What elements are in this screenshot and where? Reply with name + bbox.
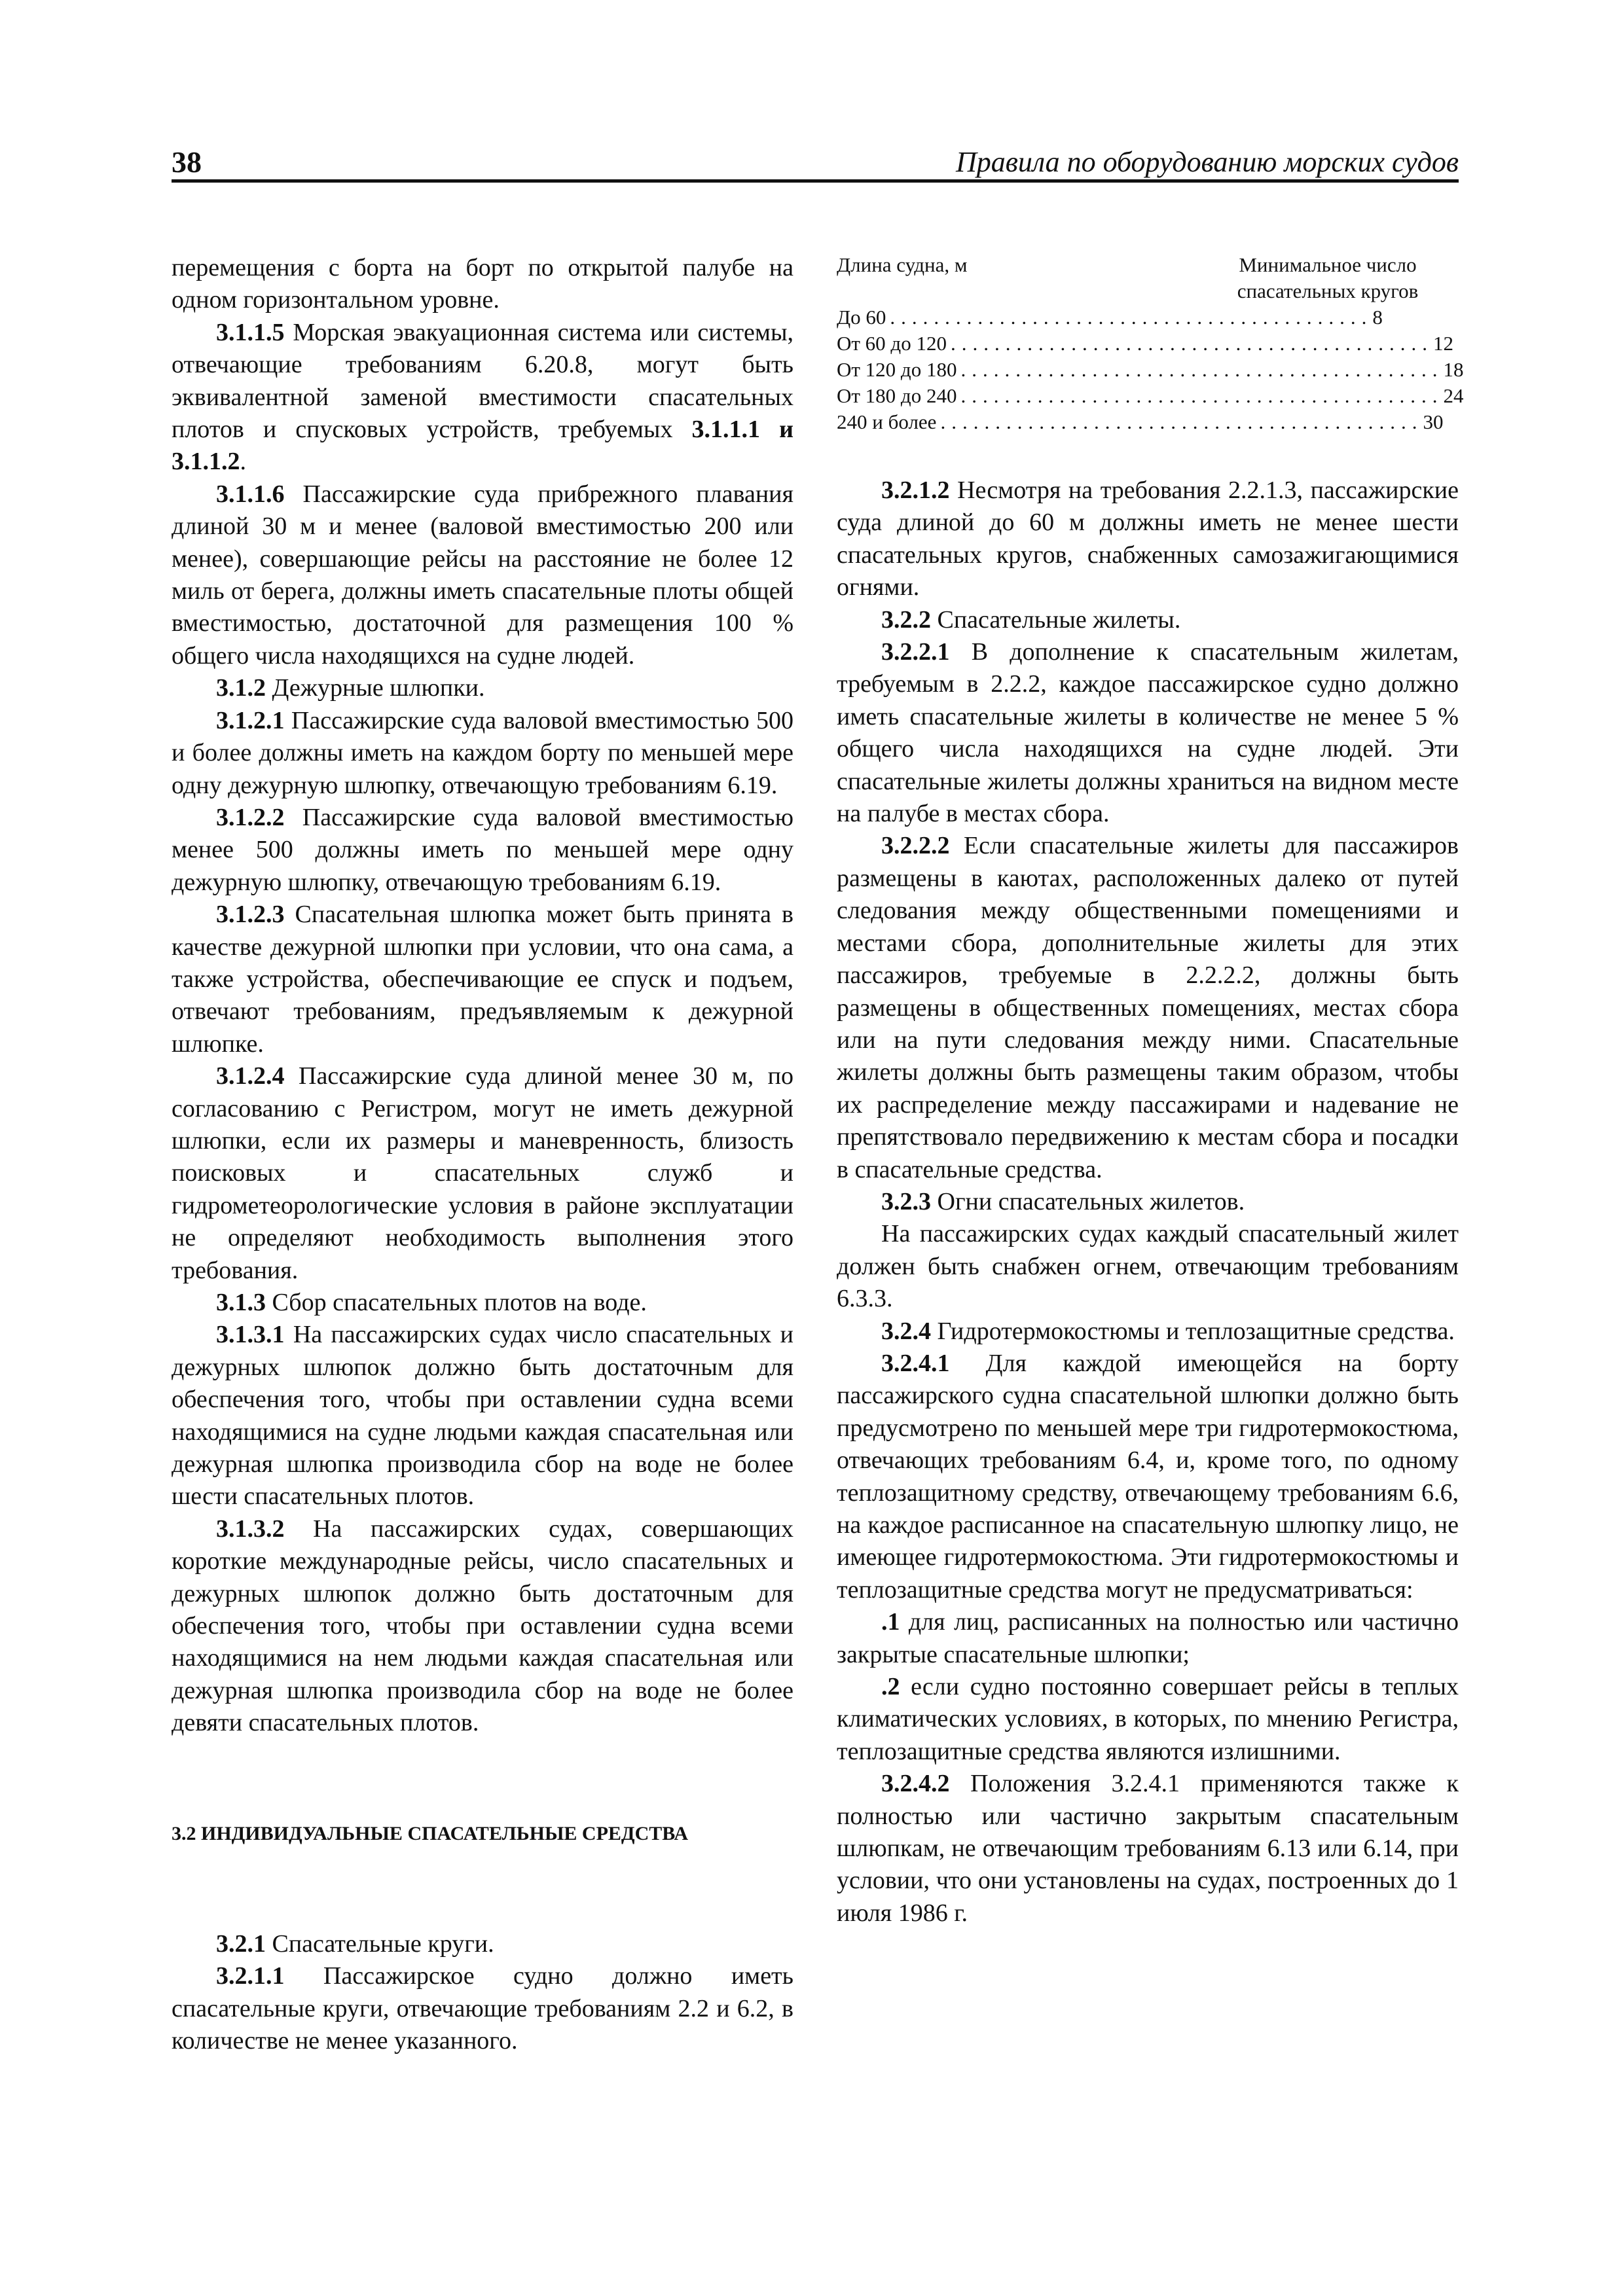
table-column-header: Длина судна, м — [837, 253, 968, 276]
clause-3-2-3: 3.2.3 Огни спасательных жилетов. — [881, 1187, 1245, 1215]
clause-3-2-2: 3.2.2 Спасательные жилеты. — [881, 605, 1181, 634]
table-cell: 240 и более — [837, 410, 937, 433]
clause-3-2-1: 3.2.1 Спасательные круги. — [216, 1929, 494, 1958]
clause-3-2-4-2: 3.2.4.2 Положения 3.2.4.1 применяются также к полностью или частично закрытым спасательным шлюпкам, не отвечающим требованиям 6.13 или 6.14, при условии, что они установлены на судах, построенных до 1 июля 1986 г. — [837, 1770, 1459, 1927]
table-cell: От 120 до 180 — [837, 358, 957, 381]
page-header — [172, 145, 1459, 183]
clause-3-2-1-1: 3.2.1.1 Пассажирское судно должно иметь спасательные круги, отвечающие требованиям 2.2 и 6.2, в количестве не менее указанного. — [172, 1962, 793, 2054]
clause-reference: 3.1.1.1 и 3.1.1.2 — [172, 416, 793, 476]
clause-3-1-1-6: 3.1.1.6 Пассажирские суда прибрежного плавания длиной 30 м и менее (валовой вместимостью 200 или менее), совершающие рейсы на расстояние не более 12 миль от берега, должны иметь спасательные плоты общей вместимостью, достаточной для размещения 100 % общего числа находящихся на судне людей. — [172, 480, 793, 670]
paragraph: На пассажирских судах каждый спасательный жилет должен быть снабжен огнем, отвечающим требованиям 6.3.3. — [837, 1220, 1459, 1313]
clause-3-1-3-2: 3.1.3.2 На пассажирских судах, совершающих короткие международные рейсы, число спасательных и дежурных шлюпок должно быть достаточным для обеспечения того, чтобы при оставлении судна всеми находящимися на нем людьми каждая спасательная или дежурная шлюпка производила сбор на воде не более девяти спасательных плотов. — [172, 1515, 793, 1737]
clause-number: 3.1.1.5 — [216, 318, 285, 346]
page-number: 38 — [172, 145, 202, 179]
lifebuoy-table — [837, 252, 1464, 435]
paragraph: перемещения с борта на борт по открытой палубе на одном горизонтальном уровне. — [172, 254, 793, 314]
clause-number: 3.1.2.2 — [216, 803, 285, 831]
table-cell: 18 — [1443, 358, 1464, 381]
clause-3-1-2: 3.1.2 Дежурные шлюпки. — [216, 674, 485, 702]
list-number: .1 — [881, 1608, 900, 1636]
right-column — [837, 252, 1464, 1929]
running-title: Правила по оборудованию морских судов — [955, 146, 1459, 178]
clause-number: 3.2.2.1 — [881, 638, 950, 666]
clause-number: 3.1.2.3 — [216, 901, 285, 929]
clause-number: 3.2.1 — [216, 1929, 266, 1958]
table-column-header: Минимальное число спасательных кругов — [1237, 253, 1419, 302]
table-row: От 180 до 240 ............................................ 24 — [837, 383, 1342, 409]
clause-3-1-1-5: 3.1.1.5 Морская эвакуационная система или системы, отвечающие требованиям 6.20.8, могут быть эквивалентной заменой вместимости спасательных плотов и спусковых устройств, требуемых 3.1.1.1 и 3.1.1.2. — [172, 318, 793, 476]
clause-number: 3.2.4.2 — [881, 1770, 950, 1798]
clause-3-1-2-3: 3.1.2.3 Спасательная шлюпка может быть принята в качестве дежурной шлюпки при условии, что она сама, а также устройства, обеспечивающие ее спуск и подъем, отвечают требованиям, предъявляемым к дежурной шлюпке. — [172, 901, 793, 1058]
left-column — [172, 252, 793, 2057]
clause-3-2-4: 3.2.4 Гидротермокостюмы и теплозащитные средства. — [881, 1317, 1455, 1345]
clause-number: 3.2.2.2 — [881, 832, 950, 860]
clause-3-2-1-2: 3.2.1.2 Несмотря на требования 2.2.1.3, пассажирские суда длиной до 60 м должны иметь не менее шести спасательных кругов, снабженных самозажигающимися огнями. — [837, 476, 1459, 601]
clause-number: 3.2.4 — [881, 1317, 931, 1345]
clause-number: 3.2.2 — [881, 605, 931, 634]
clause-3-2-2-2: 3.2.2.2 Если спасательные жилеты для пассажиров размещены в каютах, расположенных далеко от путей следования между общественными помещениями и местами сбора, дополнительные жилеты для этих пассажиров, требуемые в 2.2.2.2, должны быть размещены в общественных помещениях, местах сбора или на пути следования между ними. Спасательные жилеты должны быть размещены таким образом, чтобы их распределение между пассажирами и надевание не препятствовало передвижению к местам сбора и посадки в спасательные средства. — [837, 832, 1459, 1183]
clause-3-1-2-4: 3.1.2.4 Пассажирские суда длиной менее 30 м, по согласованию с Регистром, могут не иметь дежурной шлюпки, если их размеры и маневренность, близость поисковых и спасательных служб и гидрометеорологические условия в районе эксплуатации не определяют необходимость выполнения этого требования. — [172, 1062, 793, 1284]
clause-number: 3.2.1.2 — [881, 476, 950, 504]
clause-number: 3.2.4.1 — [881, 1349, 950, 1377]
table-header — [837, 252, 1459, 304]
clause-3-1-3-1: 3.1.3.1 На пассажирских судах число спасательных и дежурных шлюпок должно быть достаточным для обеспечения того, чтобы при оставлении судна всеми находящимися на судне людьми каждая спасательная или дежурная шлюпка производила сбор на воде не более шести спасательных плотов. — [172, 1321, 793, 1511]
clause-3-1-2-2: 3.1.2.2 Пассажирские суда валовой вместимостью менее 500 должны иметь по меньшей мере одну дежурную шлюпку, отвечающую требованиям 6.19. — [172, 803, 793, 896]
clause-number: 3.1.2.4 — [216, 1062, 285, 1090]
clause-number: 3.1.3.1 — [216, 1321, 285, 1349]
table-cell: 24 — [1443, 384, 1464, 407]
table-cell: От 60 до 120 — [837, 332, 947, 355]
clause-number: 3.1.1.6 — [216, 480, 285, 508]
table-cell: 30 — [1423, 410, 1444, 433]
table-cell: От 180 до 240 — [837, 384, 957, 407]
table-row: От 120 до 180 ............................................ 18 — [837, 357, 1342, 383]
clause-3-2-2-1: 3.2.2.1 В дополнение к спасательным жилетам, требуемым в 2.2.2, каждое пассажирское судно должно иметь спасательные жилеты в количестве не менее 5 % общего числа находящихся на судне людей. Эти спасательные жилеты должны храниться на видном месте на палубе в местах сбора. — [837, 638, 1459, 828]
list-item-2: .2 если судно постоянно совершает рейсы в теплых климатических условиях, в которых, по мнению Регистра, теплозащитные средства являются излишними. — [837, 1673, 1459, 1765]
clause-number: 3.1.3 — [216, 1289, 266, 1316]
clause-3-1-2-1: 3.1.2.1 Пассажирские суда валовой вместимостью 500 и более должны иметь на каждом борту по меньшей мере одну дежурную шлюпку, отвечающую требованиям 6.19. — [172, 706, 793, 799]
clause-number: 3.2.3 — [881, 1187, 931, 1215]
table-cell: До 60 — [837, 306, 886, 329]
clause-number: 3.1.3.2 — [216, 1515, 285, 1543]
table-row: От 60 до 120 ............................................ 12 — [837, 331, 1342, 357]
table-cell: 8 — [1372, 306, 1383, 329]
list-item-1: .1 для лиц, расписанных на полностью или частично закрытые спасательные шлюпки; — [837, 1608, 1459, 1668]
list-number: .2 — [881, 1673, 900, 1701]
table-row: До 60 ............................................ 8 — [837, 304, 1342, 331]
clause-number: 3.1.2.1 — [216, 706, 285, 734]
section-heading: 3.2 ИНДИВИДУАЛЬНЫЕ СПАСАТЕЛЬНЫЕ СРЕДСТВА — [172, 1822, 689, 1844]
table-row: 240 и более ............................................ 30 — [837, 409, 1342, 435]
clause-number: 3.1.2 — [216, 674, 266, 702]
clause-number: 3.2.1.1 — [216, 1962, 285, 1990]
clause-3-1-3: 3.1.3 Сбор спасательных плотов на воде. — [216, 1289, 647, 1316]
table-cell: 12 — [1432, 332, 1453, 355]
clause-3-2-4-1: 3.2.4.1 Для каждой имеющейся на борту пассажирского судна спасательной шлюпки должно быть предусмотрено по меньшей мере три гидротермокостюма, отвечающих требованиям 6.4, и, кроме того, по одному теплозащитному средству, отвечающему требованиям 6.6, на каждое расписанное на спасательную шлюпку лицо, не имеющее гидротермокостюма. Эти гидротермокостюмы и теплозащитные средства могут не предусматриваться: — [837, 1349, 1459, 1604]
